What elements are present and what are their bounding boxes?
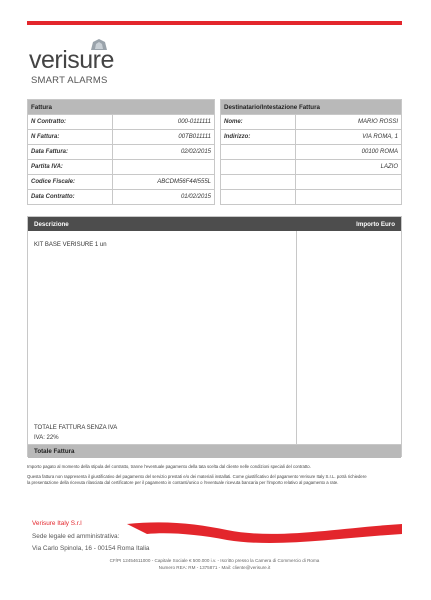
table-row: Data Contratto: 01/02/2015 xyxy=(28,190,215,205)
brand-tagline: SMART ALARMS xyxy=(31,75,108,86)
fattura-table xyxy=(27,99,215,205)
table-row: N Contratto: 000-0111111 xyxy=(28,115,215,130)
note-payment: Importo pagato al momento della stipula del contratto, tranne l'eventuale pagamento della tata scelta dal cliente nelle condizioni speciali del contratto. xyxy=(27,464,311,469)
table-row: Partita IVA: xyxy=(28,160,215,175)
table-row: Data Fattura: 02/02/2015 xyxy=(28,145,215,160)
importo-header-label: Importo Euro xyxy=(356,221,395,228)
totale-senza-iva-label: TOTALE FATTURA SENZA IVA xyxy=(34,425,118,431)
table-row: Codice Fiscale: ABCDM56F44I555L xyxy=(28,175,215,190)
footer-sede: Sede legale ed amministrativa: xyxy=(32,533,120,540)
footer-address: Via Carlo Spinola, 16 - 00154 Roma Italia xyxy=(32,545,150,552)
table-row: N Fattura: 00TB011111 xyxy=(28,130,215,145)
iva-label: IVA: 22% xyxy=(34,435,59,441)
note-receipt-2: la presentazione della ricevuta rilasciata dal certificatore per il pagamento in contanti/unico o l'eventuale ricevuta bancaria per l'importo relativo al pagamento a rate. xyxy=(27,480,339,485)
brand-name: verisure xyxy=(29,46,114,74)
top-accent-bar xyxy=(27,21,402,25)
verisure-logo xyxy=(29,38,149,88)
table-row: 00100 ROMA xyxy=(221,145,402,160)
totale-bar xyxy=(28,444,401,458)
descrizione-box xyxy=(27,216,402,457)
line-item: KIT BASE VERISURE 1 un xyxy=(34,242,107,248)
destinatario-table xyxy=(220,99,402,205)
descrizione-header xyxy=(28,217,401,231)
table-row xyxy=(221,190,402,205)
footer-legal-2: Numero REA: RM - 1375871 - Mail: cliente@verisure.it xyxy=(158,565,271,570)
fattura-header: Fattura xyxy=(28,100,215,115)
table-row: Indirizzo: VIA ROMA, 1 xyxy=(221,130,402,145)
table-row xyxy=(221,175,402,190)
table-row: LAZIO xyxy=(221,160,402,175)
footer-company: Verisure Italy S.r.l xyxy=(32,520,82,527)
destinatario-header: Destinatario/Intestazione Fattura xyxy=(221,100,402,115)
totale-label: Totale Fattura xyxy=(34,448,75,455)
descrizione-header-label: Descrizione xyxy=(34,221,69,228)
footer-legal-1: CF/PI 12454611000 - Capitale Sociale € 500.000 i.v. - Iscritto presso la Camera di Commercio di Roma xyxy=(109,558,320,563)
table-row: Nome: MARIO ROSSI xyxy=(221,115,402,130)
column-divider xyxy=(296,231,297,456)
note-receipt-1: Questa fattura non rappresenta il giustificativo del pagamento del servizio prestati e/o dei materiali installati. Come giustificativo del pagamento Verisure Italy S.r.L. potrà richiedere xyxy=(27,474,367,479)
